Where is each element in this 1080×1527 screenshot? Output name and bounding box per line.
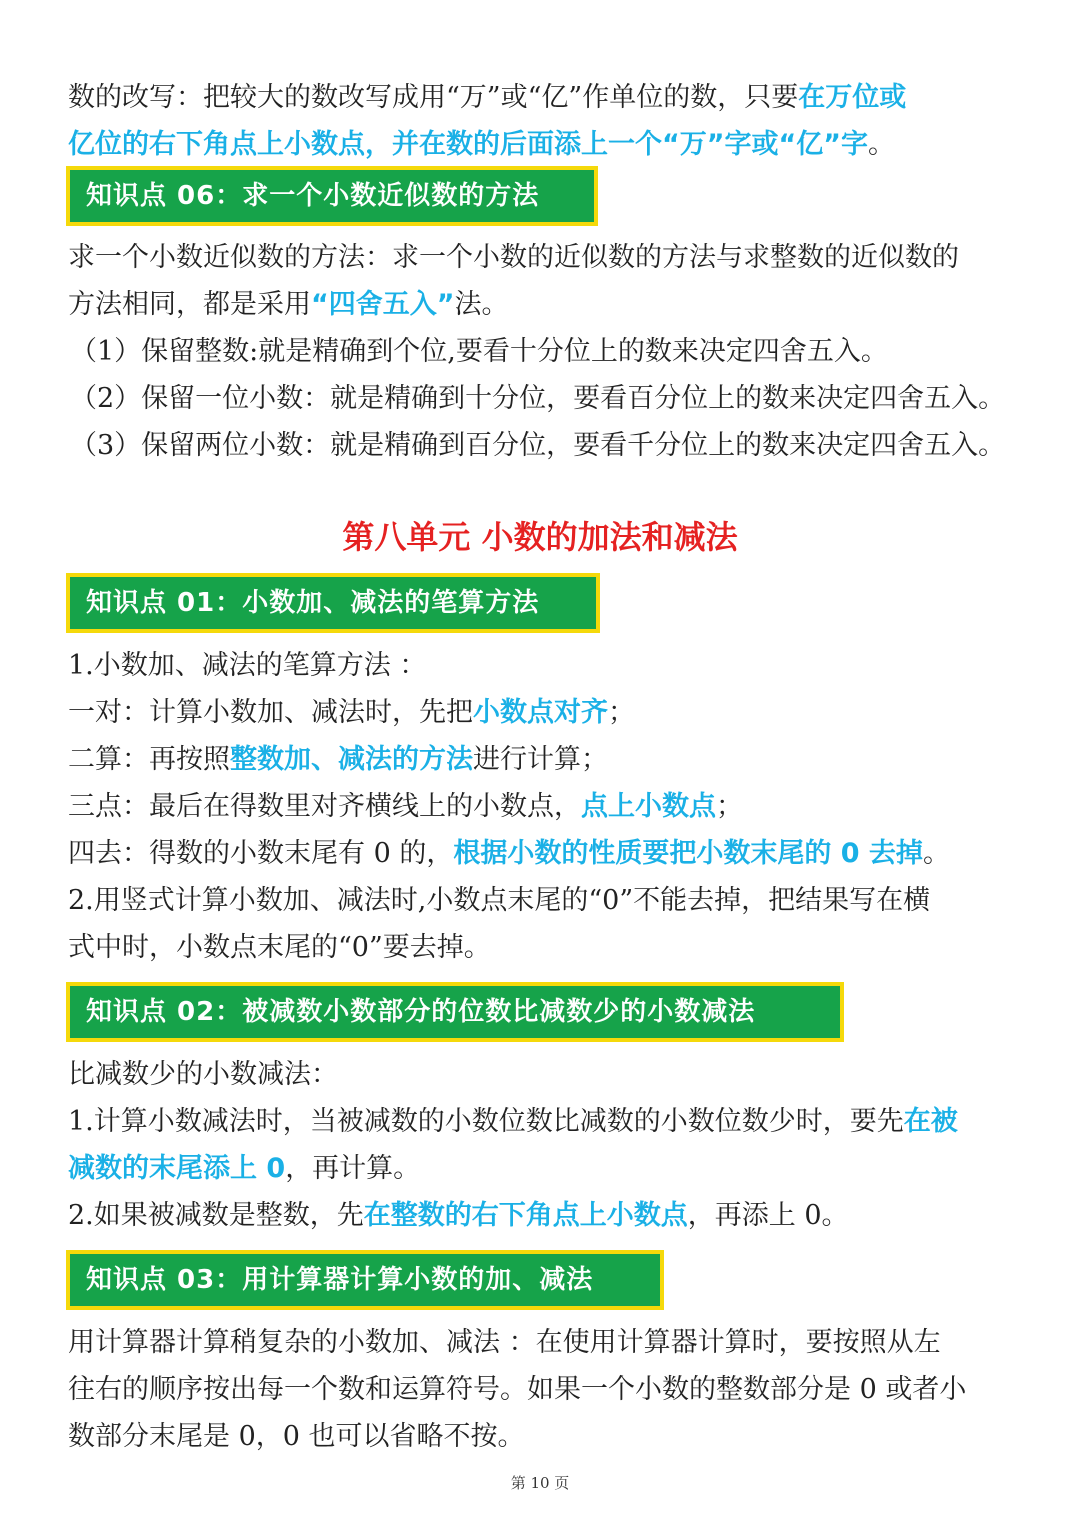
text-run: ，再计算。 [285, 1153, 421, 1184]
kp03-heading: 知识点 03：用计算器计算小数的加、减法 [66, 1250, 664, 1310]
text-run: 1.计算小数减法时，当被减数的小数位数比减数的小数位数少时，要先 [68, 1106, 904, 1137]
rewrite-line-2 [68, 125, 1020, 165]
highlight-run: 小数点对齐 [473, 697, 608, 728]
highlight-run: 减数的末尾添上 0 [68, 1153, 286, 1184]
rewrite-line-1 [68, 78, 1020, 118]
kp03-line-2: 往右的顺序按出每一个数和运算符号。如果一个小数的整数部分是 0 或者小 [68, 1374, 967, 1405]
text-run: ，再添上 0。 [687, 1200, 849, 1231]
kp03-line-3: 数部分末尾是 0，0 也可以省略不按。 [68, 1421, 525, 1452]
text-run: 四去：得数的小数末尾有 0 的， [68, 838, 454, 869]
highlight-run: 在万位或 [798, 82, 907, 113]
text-run: 。 [922, 838, 950, 869]
text-run: 进行计算； [473, 744, 608, 775]
kp06-line-2 [68, 285, 1020, 325]
highlight-run: 点上小数点 [581, 791, 716, 822]
kp02-line-3 [68, 1149, 1020, 1189]
kp06-item-3: （3）保留两位小数：就是精确到百分位，要看千分位上的数来决定四舍五入。 [70, 430, 1006, 461]
text-run: 法。 [454, 289, 509, 320]
kp06-item-2: （2）保留一位小数：就是精确到十分位，要看百分位上的数来决定四舍五入。 [70, 383, 1006, 414]
text-run: 2.如果被减数是整数，先 [68, 1200, 364, 1231]
kp06-heading: 知识点 06：求一个小数近似数的方法 [66, 166, 598, 226]
highlight-run: 亿位的右下角点上小数点，并在数的后面添上一个“万”字或“亿”字 [68, 129, 868, 160]
kp06-item-1: （1）保留整数:就是精确到个位,要看十分位上的数来决定四舍五入。 [70, 336, 888, 367]
kp01-heading: 知识点 01：小数加、减法的笔算方法 [66, 573, 600, 633]
text-run: ； [608, 697, 635, 728]
kp02-heading: 知识点 02：被减数小数部分的位数比减数少的小数减法 [66, 982, 844, 1042]
kp02-line-2 [68, 1102, 1020, 1142]
kp01-line-2 [68, 693, 1020, 733]
highlight-run: 在整数的右下角点上小数点 [363, 1200, 688, 1231]
unit-title: 第八单元 小数的加法和减法 [342, 518, 738, 556]
text-run: 。 [867, 129, 895, 160]
text-run: 三点：最后在得数里对齐横线上的小数点， [68, 791, 581, 822]
kp01-line-1: 1.小数加、减法的笔算方法 ： [68, 650, 427, 681]
kp01-line-7: 式中时，小数点末尾的“0”要去掉。 [68, 932, 491, 963]
text-run: 二算：再按照 [68, 744, 230, 775]
highlight-run: 根据小数的性质要把小数末尾的 0 去掉 [453, 838, 923, 869]
kp02-line-4 [68, 1196, 1020, 1236]
highlight-run: “四舍五入” [311, 289, 455, 320]
kp02-line-1: 比减数少的小数减法： [68, 1059, 338, 1090]
text-run: ； [716, 791, 743, 822]
kp01-line-6: 2.用竖式计算小数加、减法时,小数点末尾的“0”不能去掉，把结果写在横 [68, 885, 931, 916]
text-run: 一对：计算小数加、减法时，先把 [68, 697, 473, 728]
page-number: 第 10 页 [510, 1474, 570, 1492]
kp01-line-4 [68, 787, 1020, 827]
kp01-line-3 [68, 740, 1020, 780]
kp03-line-1: 用计算器计算稍复杂的小数加、减法 ：在使用计算器计算时，要按照从左 [68, 1327, 941, 1358]
highlight-run: 在被 [903, 1106, 958, 1137]
kp01-line-5 [68, 834, 1020, 874]
text-run: 方法相同，都是采用 [68, 289, 311, 320]
highlight-run: 整数加、减法的方法 [230, 744, 473, 775]
text-run: 数的改写：把较大的数改写成用“万”或“亿”作单位的数，只要 [68, 82, 799, 113]
kp06-line-1: 求一个小数近似数的方法：求一个小数的近似数的方法与求整数的近似数的 [68, 242, 959, 273]
